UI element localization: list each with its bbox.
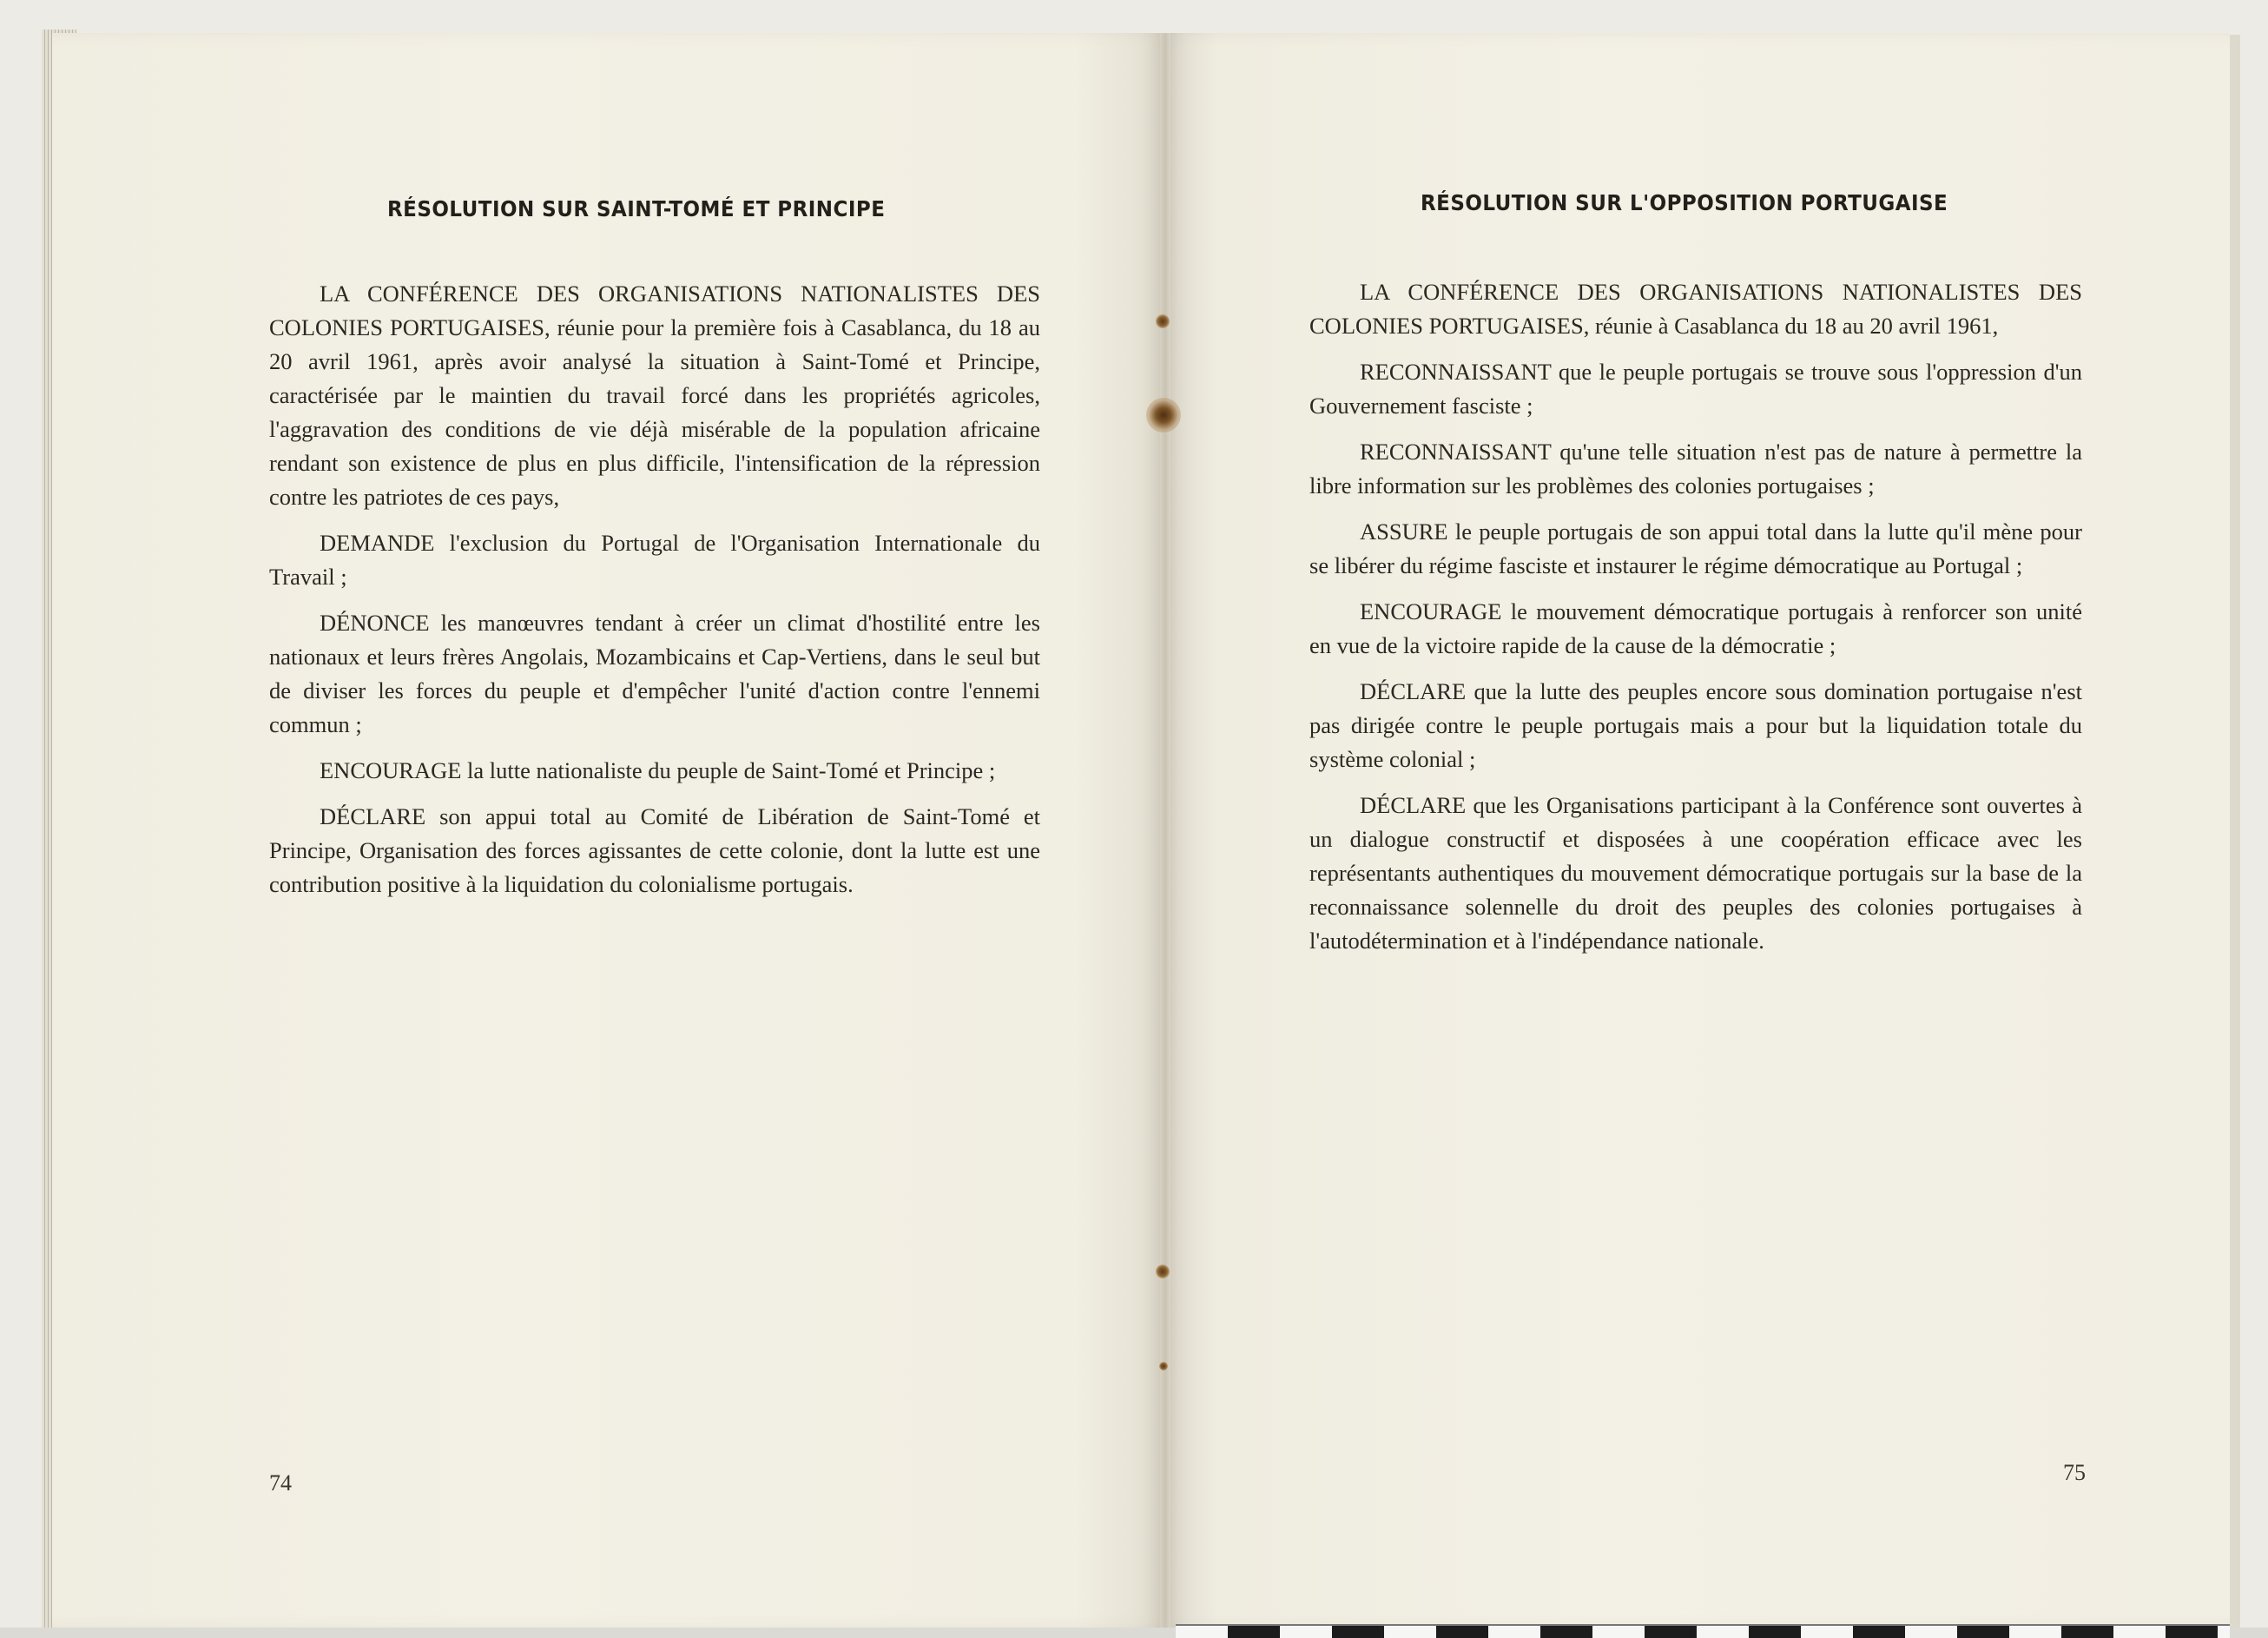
paragraph: ASSURE le peuple portugais de son appui total dans la lutte qu'il mène pour se libérer du régime fasciste et instaurer le régime démocratique au Portugal ; — [1309, 518, 2082, 578]
left-page-title: RÉSOLUTION SUR SAINT-TOMÉ ET PRINCIPE — [387, 196, 886, 221]
right-page-edge — [2230, 35, 2240, 1628]
right-page-title: RÉSOLUTION SUR L'OPPOSITION PORTUGAISE — [1421, 190, 1948, 215]
paragraph: DÉCLARE son appui total au Comité de Libération de Saint-Tomé et Principe, Organisation des forces agissantes de cette colonie, dont la lutte est une contribution positive à la liquidation du colonialisme portugais. — [269, 803, 1040, 897]
paragraph: RECONNAISSANT qu'une telle situation n'est pas de nature à permettre la libre information sur les problèmes des colonies portugaises ; — [1309, 439, 2082, 499]
paragraph: RECONNAISSANT que le peuple portugais se trouve sous l'oppression d'un Gouvernement fasciste ; — [1309, 359, 2082, 419]
page-number: 74 — [269, 1470, 292, 1496]
paragraph: ENCOURAGE le mouvement démocratique portugais à renforcer son unité en vue de la victoire rapide de la cause de la démocratie ; — [1309, 598, 2082, 658]
paragraph: LA CONFÉRENCE DES ORGANISATIONS NATIONALISTES DES COLONIES PORTUGAISES, réunie à Casablanca du 18 au 20 avril 1961, — [1309, 279, 2082, 339]
staple-mark — [1159, 1362, 1168, 1371]
paragraph: DÉCLARE que la lutte des peuples encore sous domination portugaise n'est pas dirigée contre le peuple portugais mais a pour but la liquidation totale du système colonial ; — [1309, 678, 2082, 772]
right-page-body — [1309, 275, 2082, 970]
paragraph: DÉCLARE que les Organisations participant à la Conférence sont ouvertes à un dialogue constructif et disposées à une coopération efficace avec les représentants authentiques du mouvement démocratique portugais sur la base de la reconnaissance solennelle du droit des peuples des colonies portugaises à l'autodétermination et à l'indépendance nationale. — [1309, 792, 2082, 954]
paragraph: ENCOURAGE la lutte nationaliste du peuple de Saint-Tomé et Principe ; — [320, 757, 996, 783]
staple-mark — [1156, 314, 1170, 328]
staple-mark — [1146, 398, 1181, 433]
scan-scale-bar — [1176, 1624, 2230, 1638]
paragraph: DÉNONCE les manœuvres tendant à créer un climat d'hostilité entre les nationaux et leurs frères Angolais, Mozambicains et Cap-Vertiens, dans le seul but de diviser les forces du peuple et d'empêcher l'unité d'action contre l'ennemi commun ; — [269, 610, 1040, 737]
page-number: 75 — [2063, 1460, 2086, 1485]
left-page-body — [269, 277, 1040, 914]
book-spine — [1160, 33, 1170, 1628]
paragraph: DEMANDE l'exclusion du Portugal de l'Organisation Internationale du Travail ; — [269, 530, 1040, 590]
paragraph: LA CONFÉRENCE DES ORGANISATIONS NATIONALISTES DES COLONIES PORTUGAISES, réunie pour la première fois à Casablanca, du 18 au 20 avril 1961, après avoir analysé la situation à Saint-Tomé et Principe, caractérisée par le maintien du travail forcé dans les propriétés agricoles, l'aggravation des conditions de vie déjà misérable de la population africaine rendant son existence de plus en plus difficile, l'intensification de la répression contre les patriotes de ces pays, — [269, 281, 1040, 510]
staple-mark — [1156, 1265, 1170, 1278]
